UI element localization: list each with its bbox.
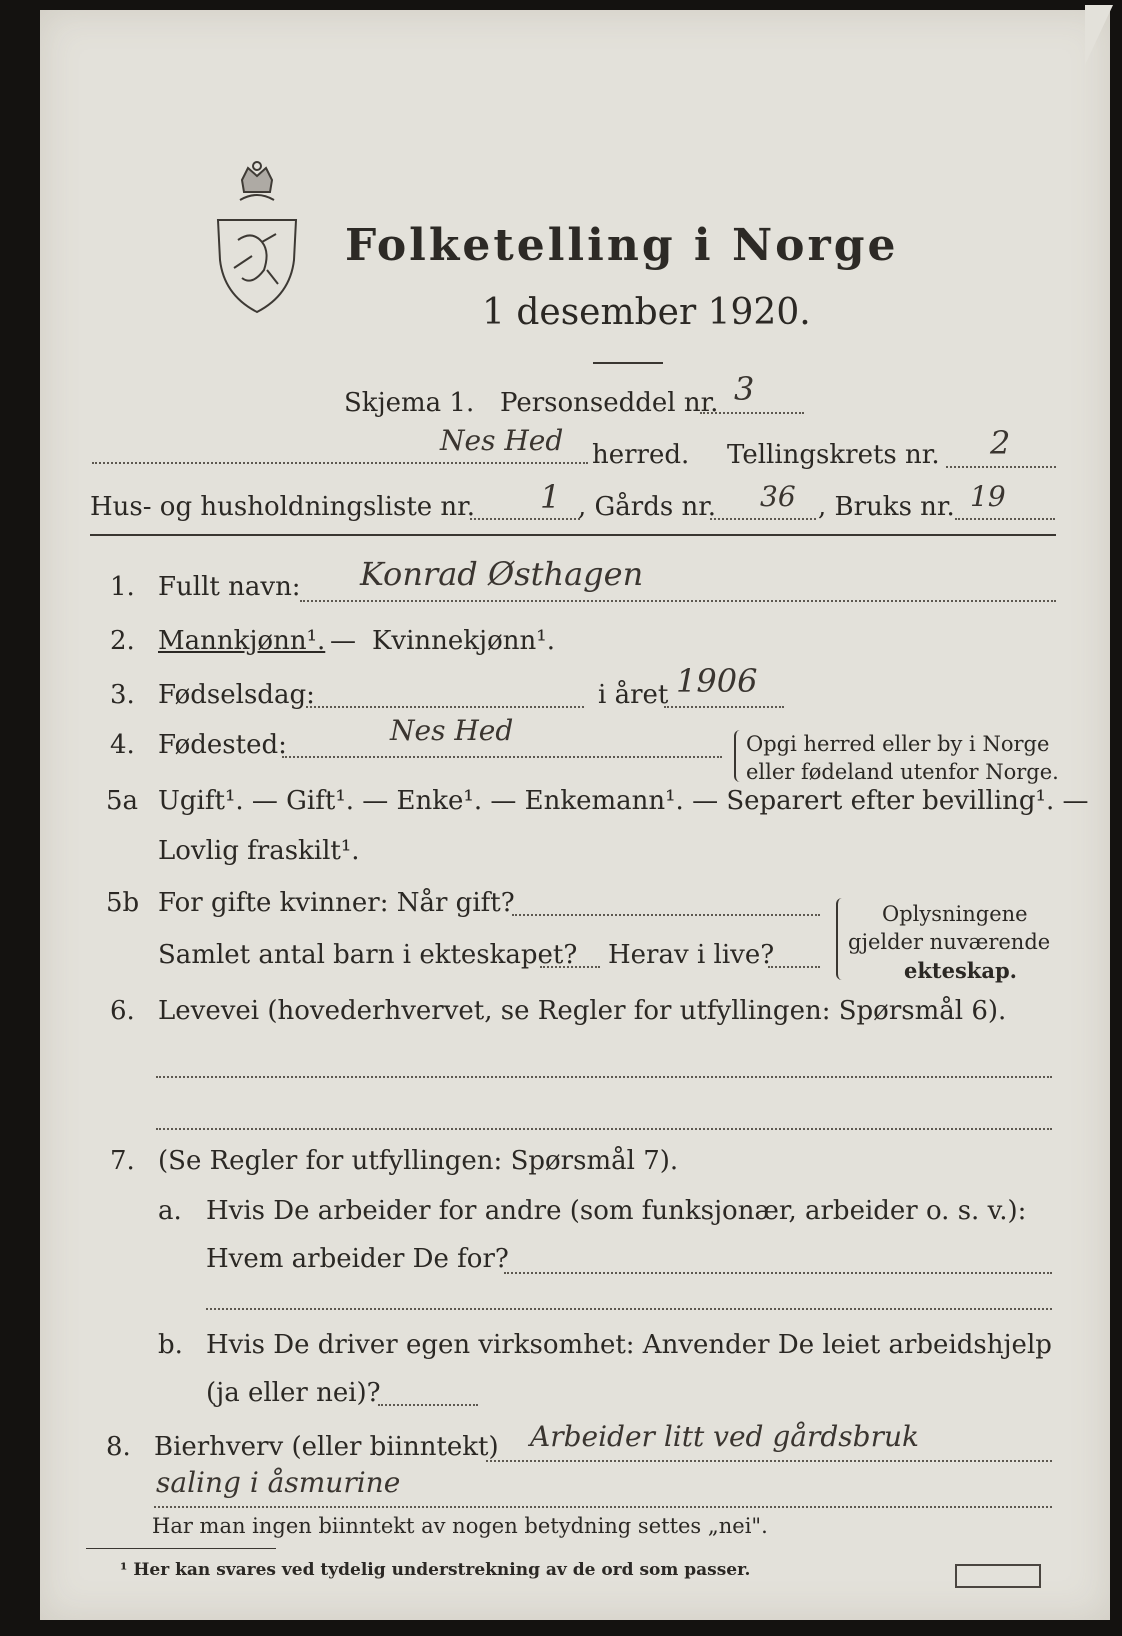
q7a-employer-field-line-2 [206, 1308, 1052, 1310]
q1-field-line [300, 600, 1056, 602]
q1-label: Fullt navn: [158, 572, 301, 602]
q4-birthplace-value: Nes Hed [390, 714, 514, 747]
q7a-employer-field-line [504, 1272, 1052, 1274]
q8-number: 8. [106, 1432, 131, 1462]
q4-field-line [282, 756, 722, 758]
form-title: Folketelling i Norge [345, 220, 899, 271]
q8-sideline-value-1: Arbeider litt ved gårdsbruk [530, 1420, 919, 1453]
header-separator [90, 534, 1056, 536]
q2-mannkjonn-option: Mannkjønn¹. [158, 626, 326, 656]
q8-sideline-value-2: saling i åsmurine [156, 1466, 401, 1499]
tellingskrets-value: 2 [990, 424, 1011, 462]
q3-year-field-line [664, 706, 784, 708]
tellingskrets-label: Tellingskrets nr. [727, 440, 940, 470]
q5b-note-line2: gjelder nuværende [848, 930, 1051, 954]
q5a-lovlig-fraskilt: Lovlig fraskilt¹. [158, 836, 360, 866]
husliste-value: 1 [540, 478, 561, 516]
q2-separator: — [330, 626, 356, 656]
census-date: 1 desember 1920. [482, 292, 811, 333]
q4-note-line2: eller fødeland utenfor Norge. [746, 760, 1059, 784]
personseddel-label: Personseddel nr. [500, 388, 719, 418]
bruks-label: , Bruks nr. [818, 492, 955, 522]
q5b-alive-label: Herav i live? [608, 940, 775, 970]
q5b-when-married-label: For gifte kvinner: Når gift? [158, 888, 515, 918]
q8-field-line-1 [486, 1460, 1052, 1462]
q7b-yes-no-label: (ja eller nei)? [206, 1378, 381, 1408]
gards-label: , Gårds nr. [578, 492, 717, 522]
title-divider [593, 362, 663, 364]
q6-field-line-1 [156, 1076, 1052, 1078]
q5b-when-married-field-line [512, 914, 820, 916]
q7b-field-line [378, 1404, 478, 1406]
schema-label: Skjema 1. [344, 388, 475, 418]
q2-number: 2. [110, 626, 135, 656]
q5b-number: 5b [106, 888, 140, 918]
personseddel-field-line [700, 412, 804, 414]
q7b-question: Hvis De driver egen virksomhet: Anvender De leiet arbeidshjelp [206, 1330, 1052, 1360]
q5b-children-label: Samlet antal barn i ekteskapet? [158, 940, 578, 970]
page-corner-fold [1085, 5, 1113, 65]
q5b-alive-field-line [768, 966, 820, 968]
q4-number: 4. [110, 730, 135, 760]
coat-of-arms-emblem [212, 160, 302, 320]
herred-value: Nes Hed [440, 424, 564, 457]
personseddel-value: 3 [734, 370, 755, 408]
q5b-note-line1: Oplysningene [882, 902, 1028, 926]
q4-note-line1: Opgi herred eller by i Norge [746, 732, 1050, 756]
q1-number: 1. [110, 572, 135, 602]
footnote-separator [86, 1548, 276, 1549]
bruks-field-line [955, 518, 1055, 520]
q6-field-line-2 [156, 1128, 1052, 1130]
husliste-field-line [470, 518, 580, 520]
q5a-marital-options: Ugift¹. — Gift¹. — Enke¹. — Enkemann¹. — Separert efter bevilling¹. — [158, 786, 1089, 816]
q4-note-brace [734, 730, 742, 782]
q7a-employer-label: Hvem arbeider De for? [206, 1244, 509, 1274]
q7a-letter: a. [158, 1196, 182, 1226]
q1-full-name-value: Konrad Østhagen [360, 555, 644, 593]
gards-value: 36 [760, 480, 796, 513]
q3-year-label: i året [598, 680, 669, 710]
footnote-text: ¹ Her kan svares ved tydelig understrekning av de ord som passer. [120, 1560, 751, 1580]
q7a-question: Hvis De arbeider for andre (som funksjonær, arbeider o. s. v.): [206, 1196, 1027, 1226]
bruks-value: 19 [970, 480, 1006, 513]
tellingskrets-field-line [946, 466, 1056, 468]
q3-year-value: 1906 [676, 662, 758, 700]
herred-field-line [92, 462, 588, 464]
q7-label: (Se Regler for utfyllingen: Spørsmål 7). [158, 1146, 679, 1176]
gards-field-line [710, 518, 816, 520]
q5b-note-brace [836, 898, 846, 980]
q7b-letter: b. [158, 1330, 183, 1360]
q8-note: Har man ingen biinntekt av nogen betydning settes „nei". [152, 1514, 768, 1538]
q6-number: 6. [110, 996, 135, 1026]
q8-label: Bierhverv (eller biinntekt) [154, 1432, 499, 1462]
husliste-label: Hus- og husholdningsliste nr. [90, 492, 476, 522]
q4-label: Fødested: [158, 730, 287, 760]
q6-label: Levevei (hovederhvervet, se Regler for utfyllingen: Spørsmål 6). [158, 996, 1007, 1026]
q3-birthdate-field-line [306, 706, 584, 708]
q8-field-line-2 [154, 1506, 1052, 1508]
q5b-children-field-line [540, 966, 600, 968]
q5b-note-line3: ekteskap. [904, 958, 1017, 983]
q7-number: 7. [110, 1146, 135, 1176]
q3-number: 3. [110, 680, 135, 710]
q2-kvinnekjonn-option: Kvinnekjønn¹. [372, 626, 555, 656]
q5a-number: 5a [106, 786, 139, 816]
printer-stamp [955, 1564, 1041, 1588]
q3-label: Fødselsdag: [158, 680, 315, 710]
herred-label: herred. [592, 440, 690, 470]
